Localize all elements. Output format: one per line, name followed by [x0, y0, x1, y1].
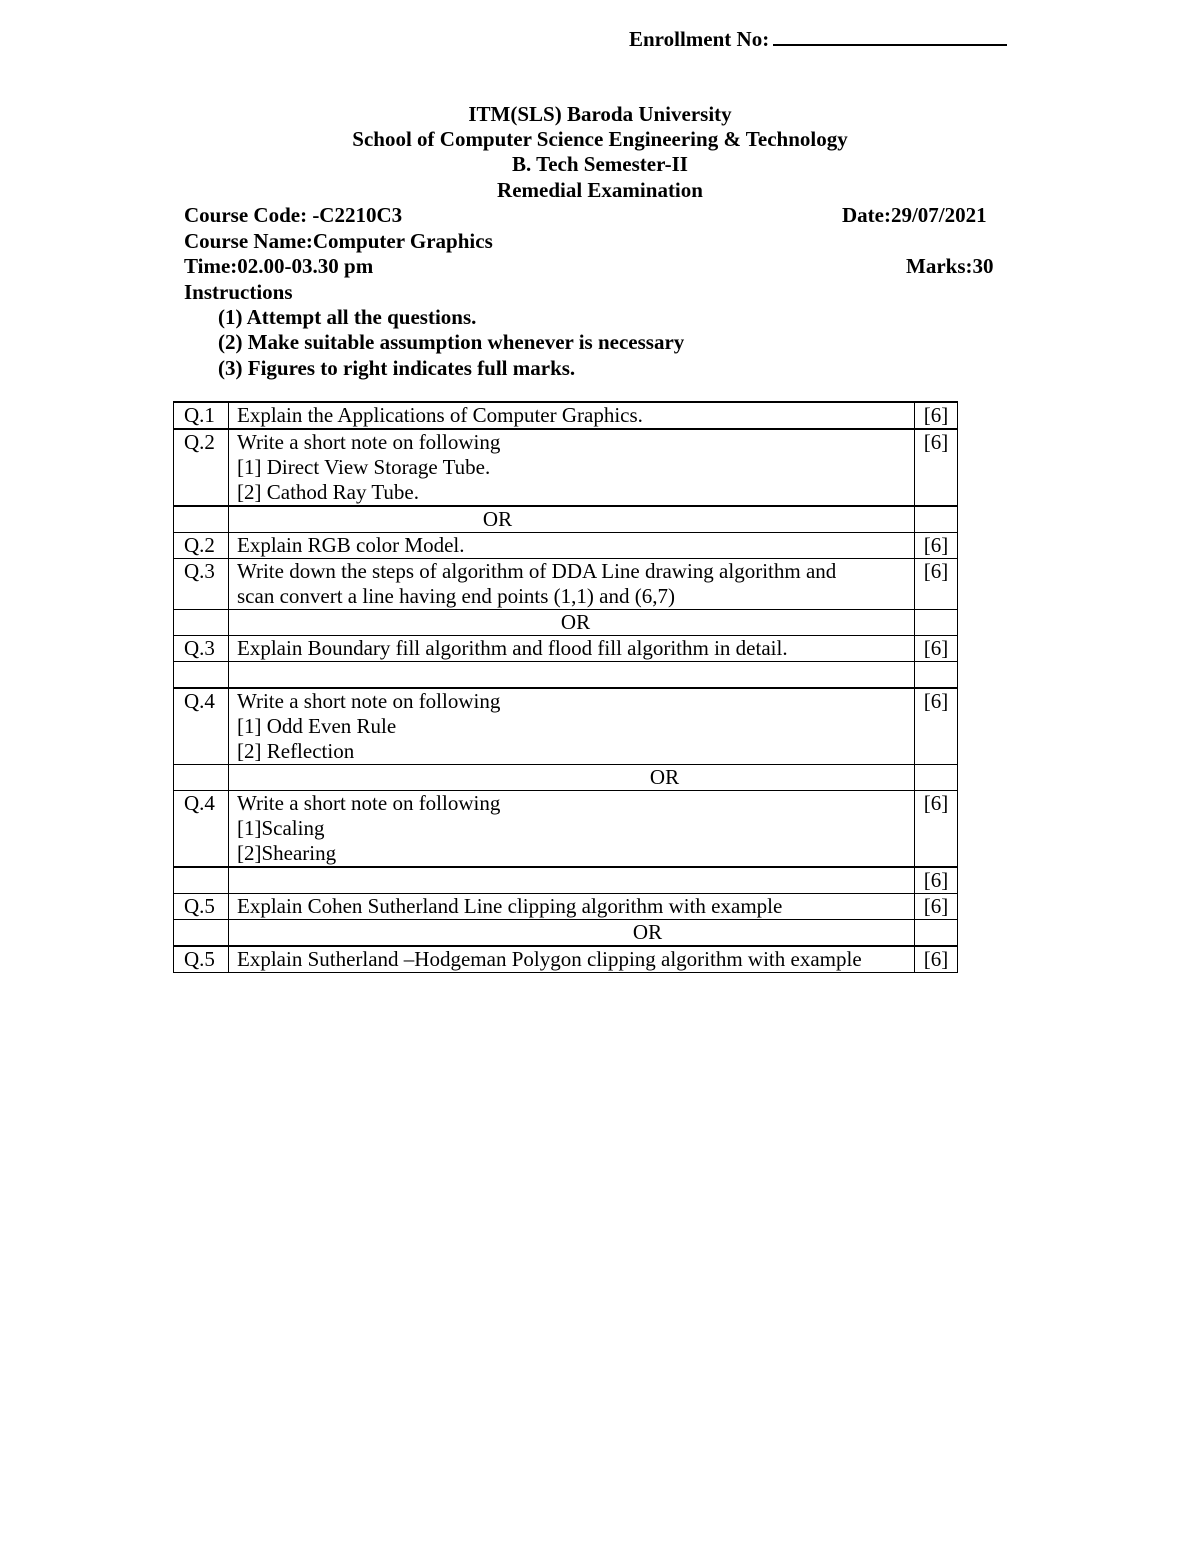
question-text: Explain the Applications of Computer Graphics. — [229, 402, 915, 429]
question-number: Q.2 — [174, 533, 229, 559]
question-marks: [6] — [915, 688, 958, 765]
question-marks: [6] — [915, 402, 958, 429]
question-text: Write a short note on following [1] Odd Even Rule [2] Reflection — [229, 688, 915, 765]
question-marks: [6] — [915, 894, 958, 920]
question-text: Write a short note on following [1]Scaling [2]Shearing — [229, 791, 915, 868]
or-separator: OR — [229, 610, 915, 636]
or-separator: OR — [229, 765, 915, 791]
enrollment-blank-line — [773, 26, 1007, 46]
question-text: Explain Boundary fill algorithm and flood fill algorithm in detail. — [229, 636, 915, 662]
question-row — [174, 636, 958, 662]
question-number: Q.4 — [174, 688, 229, 765]
question-row — [174, 429, 958, 506]
question-text: Write a short note on following [1] Direct View Storage Tube. [2] Cathod Ray Tube. — [229, 429, 915, 506]
question-row — [174, 894, 958, 920]
question-marks: [6] — [915, 559, 958, 610]
empty-row — [174, 662, 958, 689]
question-number: Q.1 — [174, 402, 229, 429]
exam-date: Date:29/07/2021 — [842, 203, 987, 227]
question-number: Q.3 — [174, 636, 229, 662]
university-name: ITM(SLS) Baroda University — [468, 102, 732, 126]
question-row — [174, 402, 958, 429]
question-number: Q.4 — [174, 791, 229, 868]
question-number: Q.2 — [174, 429, 229, 506]
question-marks: [6] — [915, 533, 958, 559]
or-separator: OR — [229, 506, 915, 533]
question-row — [174, 688, 958, 765]
question-row — [174, 559, 958, 610]
question-text: Explain RGB color Model. — [229, 533, 915, 559]
enrollment-label: Enrollment No: — [629, 27, 770, 51]
question-row — [174, 946, 958, 973]
question-row — [174, 533, 958, 559]
question-marks: [6] — [915, 429, 958, 506]
question-number: Q.5 — [174, 946, 229, 973]
school-name: School of Computer Science Engineering & Technology — [352, 127, 848, 151]
question-table — [173, 401, 958, 973]
instruction-item: (3) Figures to right indicates full marks. — [218, 356, 576, 380]
exam-title: Remedial Examination — [497, 178, 703, 202]
semester: B. Tech Semester-II — [512, 152, 688, 176]
question-marks: [6] — [915, 867, 958, 894]
or-row — [174, 765, 958, 791]
question-text: Explain Sutherland –Hodgeman Polygon clipping algorithm with example — [229, 946, 915, 973]
instruction-item: (1) Attempt all the questions. — [218, 305, 477, 329]
question-marks: [6] — [915, 946, 958, 973]
enrollment-field — [629, 26, 1007, 52]
question-row — [174, 867, 958, 894]
question-text: Explain Cohen Sutherland Line clipping algorithm with example — [229, 894, 915, 920]
question-marks: [6] — [915, 636, 958, 662]
or-row — [174, 506, 958, 533]
or-row — [174, 920, 958, 947]
question-text: Write down the steps of algorithm of DDA Line drawing algorithm and scan convert a line having end points (1,1) and (6,7) — [229, 559, 915, 610]
question-marks: [6] — [915, 791, 958, 868]
exam-time: Time:02.00-03.30 pm — [184, 254, 374, 278]
or-separator: OR — [229, 920, 915, 947]
total-marks: Marks:30 — [906, 254, 994, 278]
question-number: Q.5 — [174, 894, 229, 920]
or-row — [174, 610, 958, 636]
course-name: Course Name:Computer Graphics — [184, 229, 493, 253]
instructions-title: Instructions — [184, 280, 293, 304]
question-number: Q.3 — [174, 559, 229, 610]
course-code: Course Code: -C2210C3 — [184, 203, 403, 227]
instruction-item: (2) Make suitable assumption whenever is necessary — [218, 330, 685, 354]
question-row — [174, 791, 958, 868]
